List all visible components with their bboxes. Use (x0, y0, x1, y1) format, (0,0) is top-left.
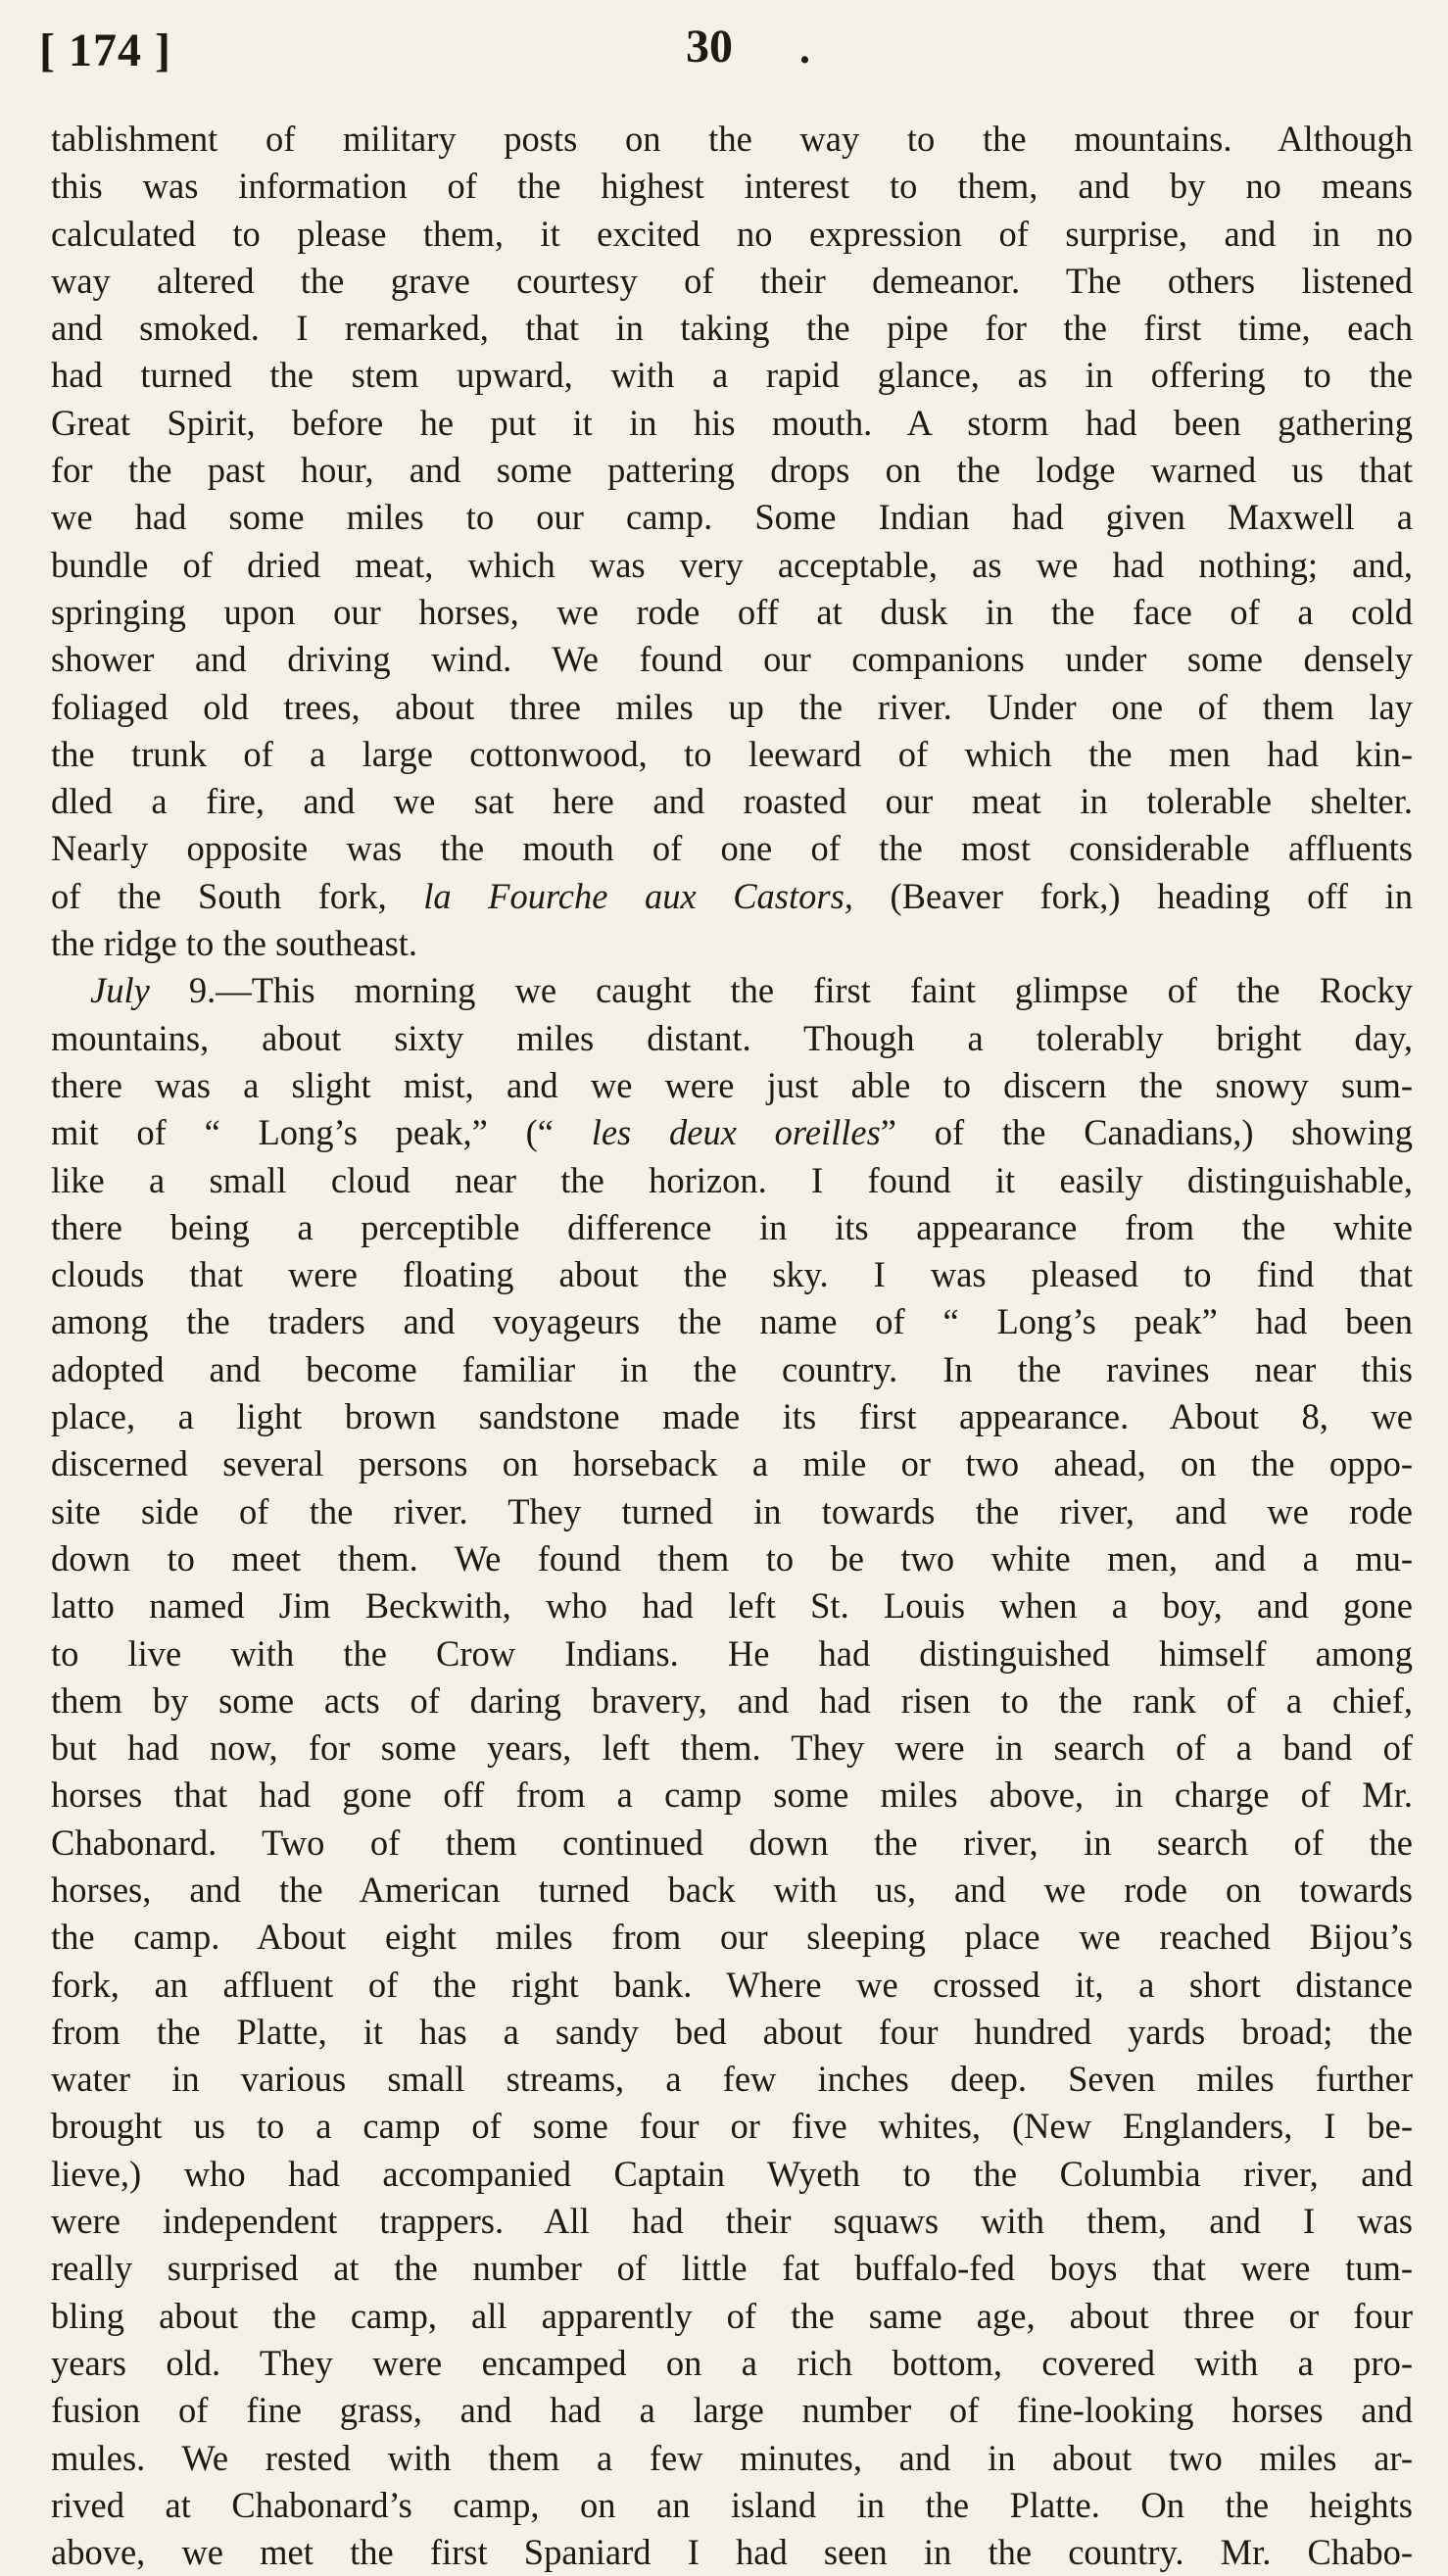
text-run: among the traders and voyageurs the name of “ Long’s peak” had been (51, 1301, 1413, 1342)
text-line (51, 684, 1413, 731)
text-run: water in various small streams, a few inches deep. Seven miles further (51, 2059, 1413, 2100)
italic-text: la Fourche aux Castors, (423, 875, 853, 916)
text-line (51, 542, 1413, 589)
text-run: mules. We rested with them a few minutes, and in about two miles ar- (51, 2437, 1413, 2478)
text-line (51, 1820, 1413, 1867)
text-run: mit of “ Long’s peak,” (“ (51, 1112, 592, 1153)
text-line (51, 1251, 1413, 1298)
text-line (51, 1440, 1413, 1487)
text-run: lieve,) who had accompanied Captain Wyeth to the Columbia river, and (51, 2153, 1413, 2194)
text-line (51, 1062, 1413, 1109)
text-line (51, 494, 1413, 541)
text-run: bundle of dried meat, which was very acceptable, as we had nothing; and, (51, 544, 1413, 585)
text-line (51, 2009, 1413, 2056)
text-line (51, 163, 1413, 210)
text-run: from the Platte, it has a sandy bed about four hundred yards broad; the (51, 2011, 1413, 2052)
text-line (51, 825, 1413, 872)
text-run: place, a light brown sandstone made its first appearance. About 8, we (51, 1396, 1413, 1437)
text-run: like a small cloud near the horizon. I found it easily distinguishable, (51, 1159, 1413, 1200)
text-run: adopted and become familiar in the country. In the ravines near this (51, 1348, 1413, 1389)
text-line (51, 2340, 1413, 2387)
italic-text: July (90, 970, 150, 1011)
text-line (51, 1393, 1413, 1440)
text-run: Chabonard. Two of them continued down the river, in search of the (51, 1822, 1413, 1863)
italic-text: les deux oreilles (591, 1112, 881, 1153)
text-line (51, 778, 1413, 825)
text-run: foliaged old trees, about three miles up the river. Under one of them lay (51, 686, 1413, 727)
text-line (51, 400, 1413, 447)
text-run: tablishment of military posts on the way to the mountains. Although (51, 119, 1413, 159)
text-line (51, 873, 1413, 920)
text-line (51, 1867, 1413, 1914)
text-line (51, 1772, 1413, 1819)
text-line (51, 2198, 1413, 2245)
text-run: site side of the river. They turned in towards the river, and we rode (51, 1490, 1413, 1531)
text-line (51, 1725, 1413, 1772)
text-line (51, 1630, 1413, 1677)
text-run: 9.—This morning we caught the first faint glimpse of the Rocky (149, 970, 1413, 1011)
page-number: 30 (686, 21, 733, 73)
text-run: calculated to please them, it excited no expression of surprise, and in no (51, 213, 1413, 254)
text-run: Great Spirit, before he put it in his mouth. A storm had been gathering (51, 402, 1413, 443)
text-run: to live with the Crow Indians. He had distinguished himself among (51, 1632, 1413, 1674)
text-run: (Beaver fork,) heading off in (852, 875, 1413, 916)
text-line (51, 2245, 1413, 2292)
text-line (51, 258, 1413, 305)
text-line (51, 1962, 1413, 2009)
text-run: latto named Jim Beckwith, who had left St. Louis when a boy, and gone (51, 1585, 1413, 1627)
text-run: fusion of fine grass, and had a large number of fine-looking horses and (51, 2390, 1413, 2431)
text-run: bling about the camp, all apparently of the same age, about three or four (51, 2295, 1413, 2336)
text-line (51, 1109, 1413, 1156)
text-line (51, 1677, 1413, 1725)
text-line (51, 967, 1413, 1014)
text-line (51, 1346, 1413, 1393)
text-run: springing upon our horses, we rode off at dusk in the face of a cold (51, 591, 1413, 632)
text-line (51, 1204, 1413, 1251)
text-line (51, 2056, 1413, 2103)
text-line (51, 1488, 1413, 1535)
text-line (51, 2482, 1413, 2529)
text-run: rived at Chabonard’s camp, on an island in the Platte. On the heights (51, 2484, 1413, 2525)
text-run: above, we met the first Spaniard I had seen in the country. Mr. Chabo- (51, 2532, 1413, 2573)
text-line (51, 305, 1413, 352)
text-run: we had some miles to our camp. Some Indian had given Maxwell a (51, 497, 1413, 538)
text-run: discerned several persons on horseback a mile or two ahead, on the oppo- (51, 1443, 1413, 1484)
text-line (51, 447, 1413, 494)
text-line (51, 589, 1413, 636)
text-run: of the South fork, (51, 875, 424, 916)
text-run: ” of the Canadians,) showing (880, 1112, 1413, 1153)
body-text (51, 116, 1413, 2576)
text-line (51, 1582, 1413, 1629)
text-line (51, 2435, 1413, 2482)
text-run: brought us to a camp of some four or five whites, (New Englanders, I be- (51, 2106, 1413, 2147)
text-line (51, 636, 1413, 683)
page-header (0, 20, 1448, 98)
text-run: horses that had gone off from a camp some miles above, in charge of Mr. (51, 1774, 1413, 1816)
text-run: the trunk of a large cottonwood, to leeward of which the men had kin- (51, 733, 1413, 774)
text-run: the camp. About eight miles from our sleeping place we reached Bijou’s (51, 1917, 1413, 1958)
text-line (51, 116, 1413, 163)
text-run: there being a perceptible difference in its appearance from the white (51, 1206, 1413, 1247)
text-run: for the past hour, and some pattering drops on the lodge warned us that (51, 450, 1413, 491)
text-line (51, 2103, 1413, 2150)
text-run: dled a fire, and we sat here and roasted our meat in tolerable shelter. (51, 781, 1413, 822)
text-run: really surprised at the number of little fat buffalo-fed boys that were tum- (51, 2248, 1413, 2289)
text-line (51, 211, 1413, 258)
text-run: years old. They were encamped on a rich bottom, covered with a pro- (51, 2342, 1413, 2383)
text-line (51, 352, 1413, 399)
text-run: there was a slight mist, and we were just able to discern the snowy sum- (51, 1064, 1413, 1105)
text-run: and smoked. I remarked, that in taking the pipe for the first time, each (51, 308, 1413, 349)
text-line (51, 1535, 1413, 1582)
text-run: horses, and the American turned back with us, and we rode on towards (51, 1869, 1413, 1910)
text-run: clouds that were floating about the sky. I was pleased to find that (51, 1254, 1413, 1295)
text-line (51, 2387, 1413, 2434)
text-line (51, 2293, 1413, 2340)
text-line (51, 920, 1413, 967)
text-line (51, 1157, 1413, 1204)
header-mark: . (799, 24, 810, 73)
text-run: the ridge to the southeast. (51, 923, 418, 964)
text-run: shower and driving wind. We found our companions under some densely (51, 639, 1413, 680)
text-line (51, 2151, 1413, 2198)
text-line (51, 1015, 1413, 1062)
text-run: down to meet them. We found them to be two white men, and a mu- (51, 1537, 1413, 1579)
text-run: Nearly opposite was the mouth of one of the most considerable affluents (51, 828, 1413, 869)
text-run: this was information of the highest interest to them, and by no means (51, 166, 1413, 207)
text-line (51, 1298, 1413, 1345)
text-run: had turned the stem upward, with a rapid glance, as in offering to the (51, 355, 1413, 396)
text-run: were independent trappers. All had their squaws with them, and I was (51, 2201, 1413, 2242)
text-run: fork, an affluent of the right bank. Where we crossed it, a short distance (51, 1964, 1413, 2005)
text-run: but had now, for some years, left them. They were in search of a band of (51, 1727, 1413, 1769)
text-run: mountains, about sixty miles distant. Though a tolerably bright day, (51, 1017, 1413, 1058)
text-line (51, 2529, 1413, 2576)
text-run: way altered the grave courtesy of their demeanor. The others listened (51, 260, 1413, 301)
text-line (51, 731, 1413, 778)
text-line (51, 1914, 1413, 1961)
folio-number: [ 174 ] (39, 24, 171, 76)
text-run: them by some acts of daring bravery, and had risen to the rank of a chief, (51, 1679, 1413, 1721)
